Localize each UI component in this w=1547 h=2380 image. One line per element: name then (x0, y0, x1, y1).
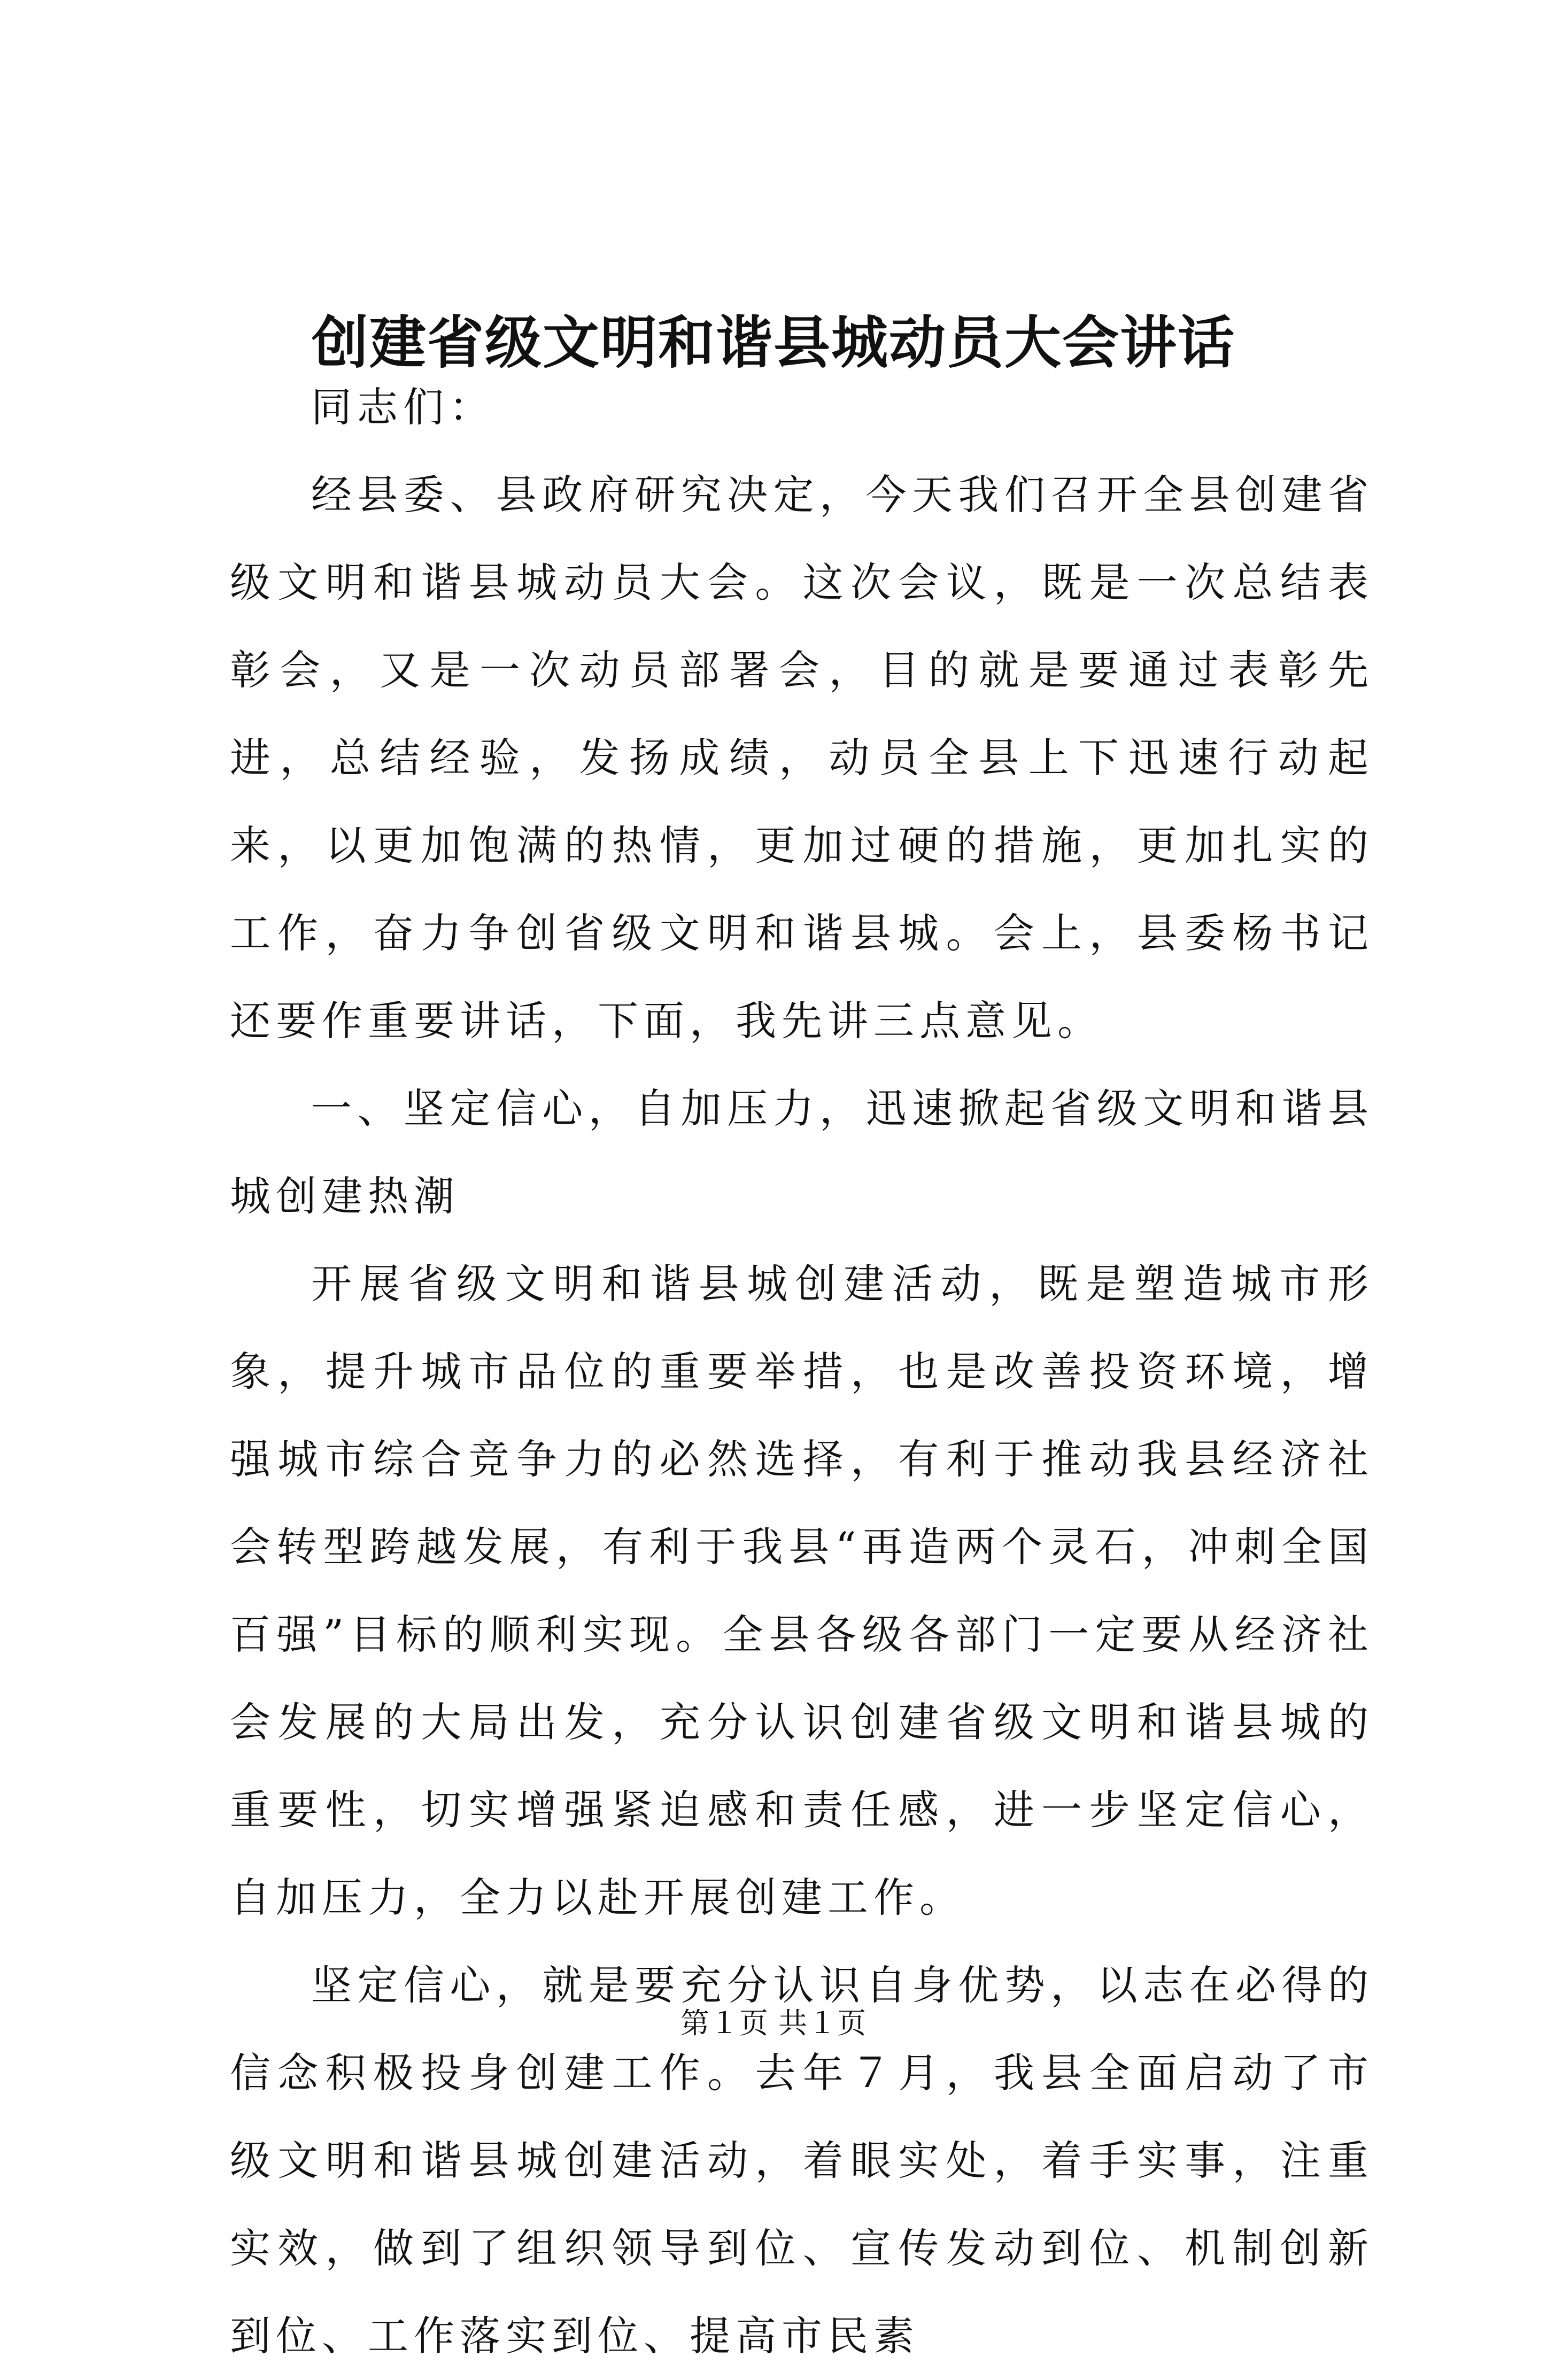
page-footer: 第１页 共１页 (680, 2006, 867, 2040)
section-heading-1: 一、坚定信心，自加压力，迅速掀起省级文明和谐县城创建热潮 (230, 1085, 1374, 1220)
paragraph-section-1: 开展省级文明和谐县城创建活动，既是塑造城市形象，提升城市品位的重要举措，也是改善投资环境，增强城市综合竞争力的必然选择，有利于推动我县经济社会转型跨越发展，有利于我县“再造两个灵石，冲刺全国百强”目标的顺利实现。全县各级各部门一定要从经济社会发展的大局出发，充分认识创建省级文明和谐县城的重要性，切实增强紧迫感和责任感，进一步坚定信心，自加压力，全力以赴开展创建工作。 (230, 1260, 1374, 1921)
document-title: 创建省级文明和谐县城动员大会讲话 (312, 309, 1235, 376)
paragraph-salutation: 同志们： (311, 383, 495, 431)
document-body (230, 364, 1374, 2380)
paragraph-confidence: 坚定信心，就是要充分认识自身优势，以志在必得的信念积极投身创建工作。去年７月，我县全面启动了市级文明和谐县城创建活动，着眼实处，着手实事，注重实效，做到了组织领导到位、宣传发动到位、机制创新到位、工作落实到位、提高市民素 (230, 1961, 1374, 2360)
paragraph-intro: 经县委、县政府研究决定，今天我们召开全县创建省级文明和谐县城动员大会。这次会议，既是一次总结表彰会，又是一次动员部署会，目的就是要通过表彰先进，总结经验，发扬成绩，动员全县上下迅速行动起来，以更加饱满的热情，更加过硬的措施，更加扎实的工作，奋力争创省级文明和谐县城。会上，县委杨书记还要作重要讲话，下面，我先讲三点意见。 (230, 471, 1374, 1045)
